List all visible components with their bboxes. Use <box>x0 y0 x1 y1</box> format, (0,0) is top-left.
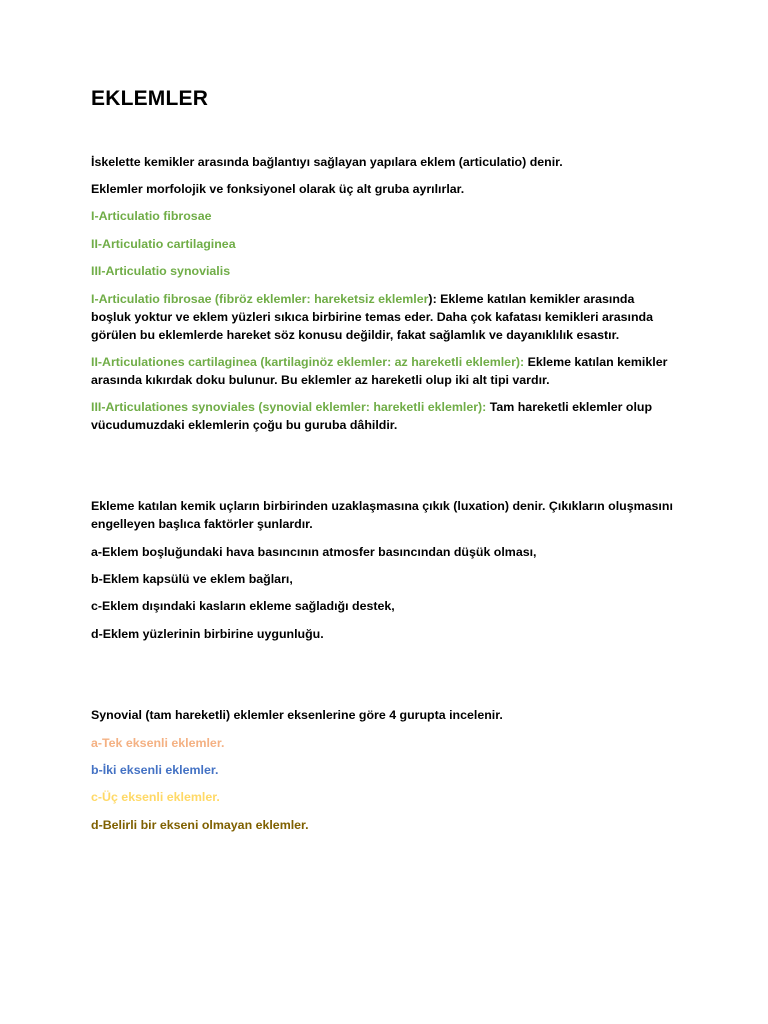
luxation-factor-b: b-Eklem kapsülü ve eklem bağları, <box>91 572 293 586</box>
definition-cartilaginea-line-1: Ekleme katılan kemikler <box>524 355 668 369</box>
definition-fibrosae-line-1: : Ekleme katılan kemikler arasında <box>432 292 635 306</box>
axis-item-triaxial: c-Üç eksenli eklemler. <box>91 790 220 804</box>
luxation-line-1: Ekleme katılan kemik uçların birbirinden uzaklaşmasına çıkık (luxation) denir. Çıkıkların oluşmasını <box>91 499 673 513</box>
definition-fibrosae-line-3: görülen bu eklemlerde hareket söz konusu değildir, fakat sağlamlık ve dayanıklılık esastır. <box>91 328 620 342</box>
luxation-factor-d: d-Eklem yüzlerinin birbirine uygunluğu. <box>91 627 324 641</box>
synovial-axes-intro: Synovial (tam hareketli) eklemler eksenlerine göre 4 gurupta incelenir. <box>91 708 503 722</box>
axis-item-biaxial: b-İki eksenli eklemler. <box>91 763 219 777</box>
definition-cartilaginea-line-2: arasında kıkırdak doku bulunur. Bu eklemler az hareketli olup iki alt tipi vardır. <box>91 373 550 387</box>
axis-item-single: a-Tek eksenli eklemler. <box>91 736 225 750</box>
definition-cartilaginea-heading: II-Articulationes cartilaginea (kartilaginöz eklemler: az hareketli eklemler): <box>91 355 525 369</box>
definition-fibrosae-close: ) <box>428 292 433 306</box>
definition-synoviales-heading: III-Articulationes synoviales (synovial eklemler: hareketli eklemler): <box>91 400 487 414</box>
intro-paragraph-1: İskelette kemikler arasında bağlantıyı sağlayan yapılara eklem (articulatio) denir. <box>91 155 563 169</box>
luxation-line-2: engelleyen başlıca faktörler şunlardır. <box>91 517 313 531</box>
definition-synoviales-line-2: vücudumuzdaki eklemlerin çoğu bu guruba dâhildir. <box>91 418 398 432</box>
definition-synoviales <box>91 399 691 417</box>
definition-cartilaginea <box>91 354 691 372</box>
definition-fibrosae-line-2: boşluk yoktur ve eklem yüzleri sıkıca birbirine temas eder. Daha çok kafatası kemikleri arasında <box>91 310 653 324</box>
luxation-factor-c: c-Eklem dışındaki kasların ekleme sağladığı destek, <box>91 599 395 613</box>
axis-item-nonaxial: d-Belirli bir ekseni olmayan eklemler. <box>91 818 309 832</box>
group-synovialis: III-Articulatio synovialis <box>91 264 231 278</box>
luxation-factor-a: a-Eklem boşluğundaki hava basıncının atmosfer basıncından düşük olması, <box>91 545 537 559</box>
group-cartilaginea: II-Articulatio cartilaginea <box>91 237 236 251</box>
group-fibrosae: I-Articulatio fibrosae <box>91 209 212 223</box>
definition-fibrosae-heading: I-Articulatio fibrosae (fibröz eklemler: hareketsiz eklemler <box>91 292 429 306</box>
intro-paragraph-2: Eklemler morfolojik ve fonksiyonel olarak üç alt gruba ayrılırlar. <box>91 182 465 196</box>
definition-synoviales-line-1: Tam hareketli eklemler olup <box>486 400 653 414</box>
definition-fibrosae <box>91 291 691 309</box>
document-title: EKLEMLER <box>91 87 209 110</box>
